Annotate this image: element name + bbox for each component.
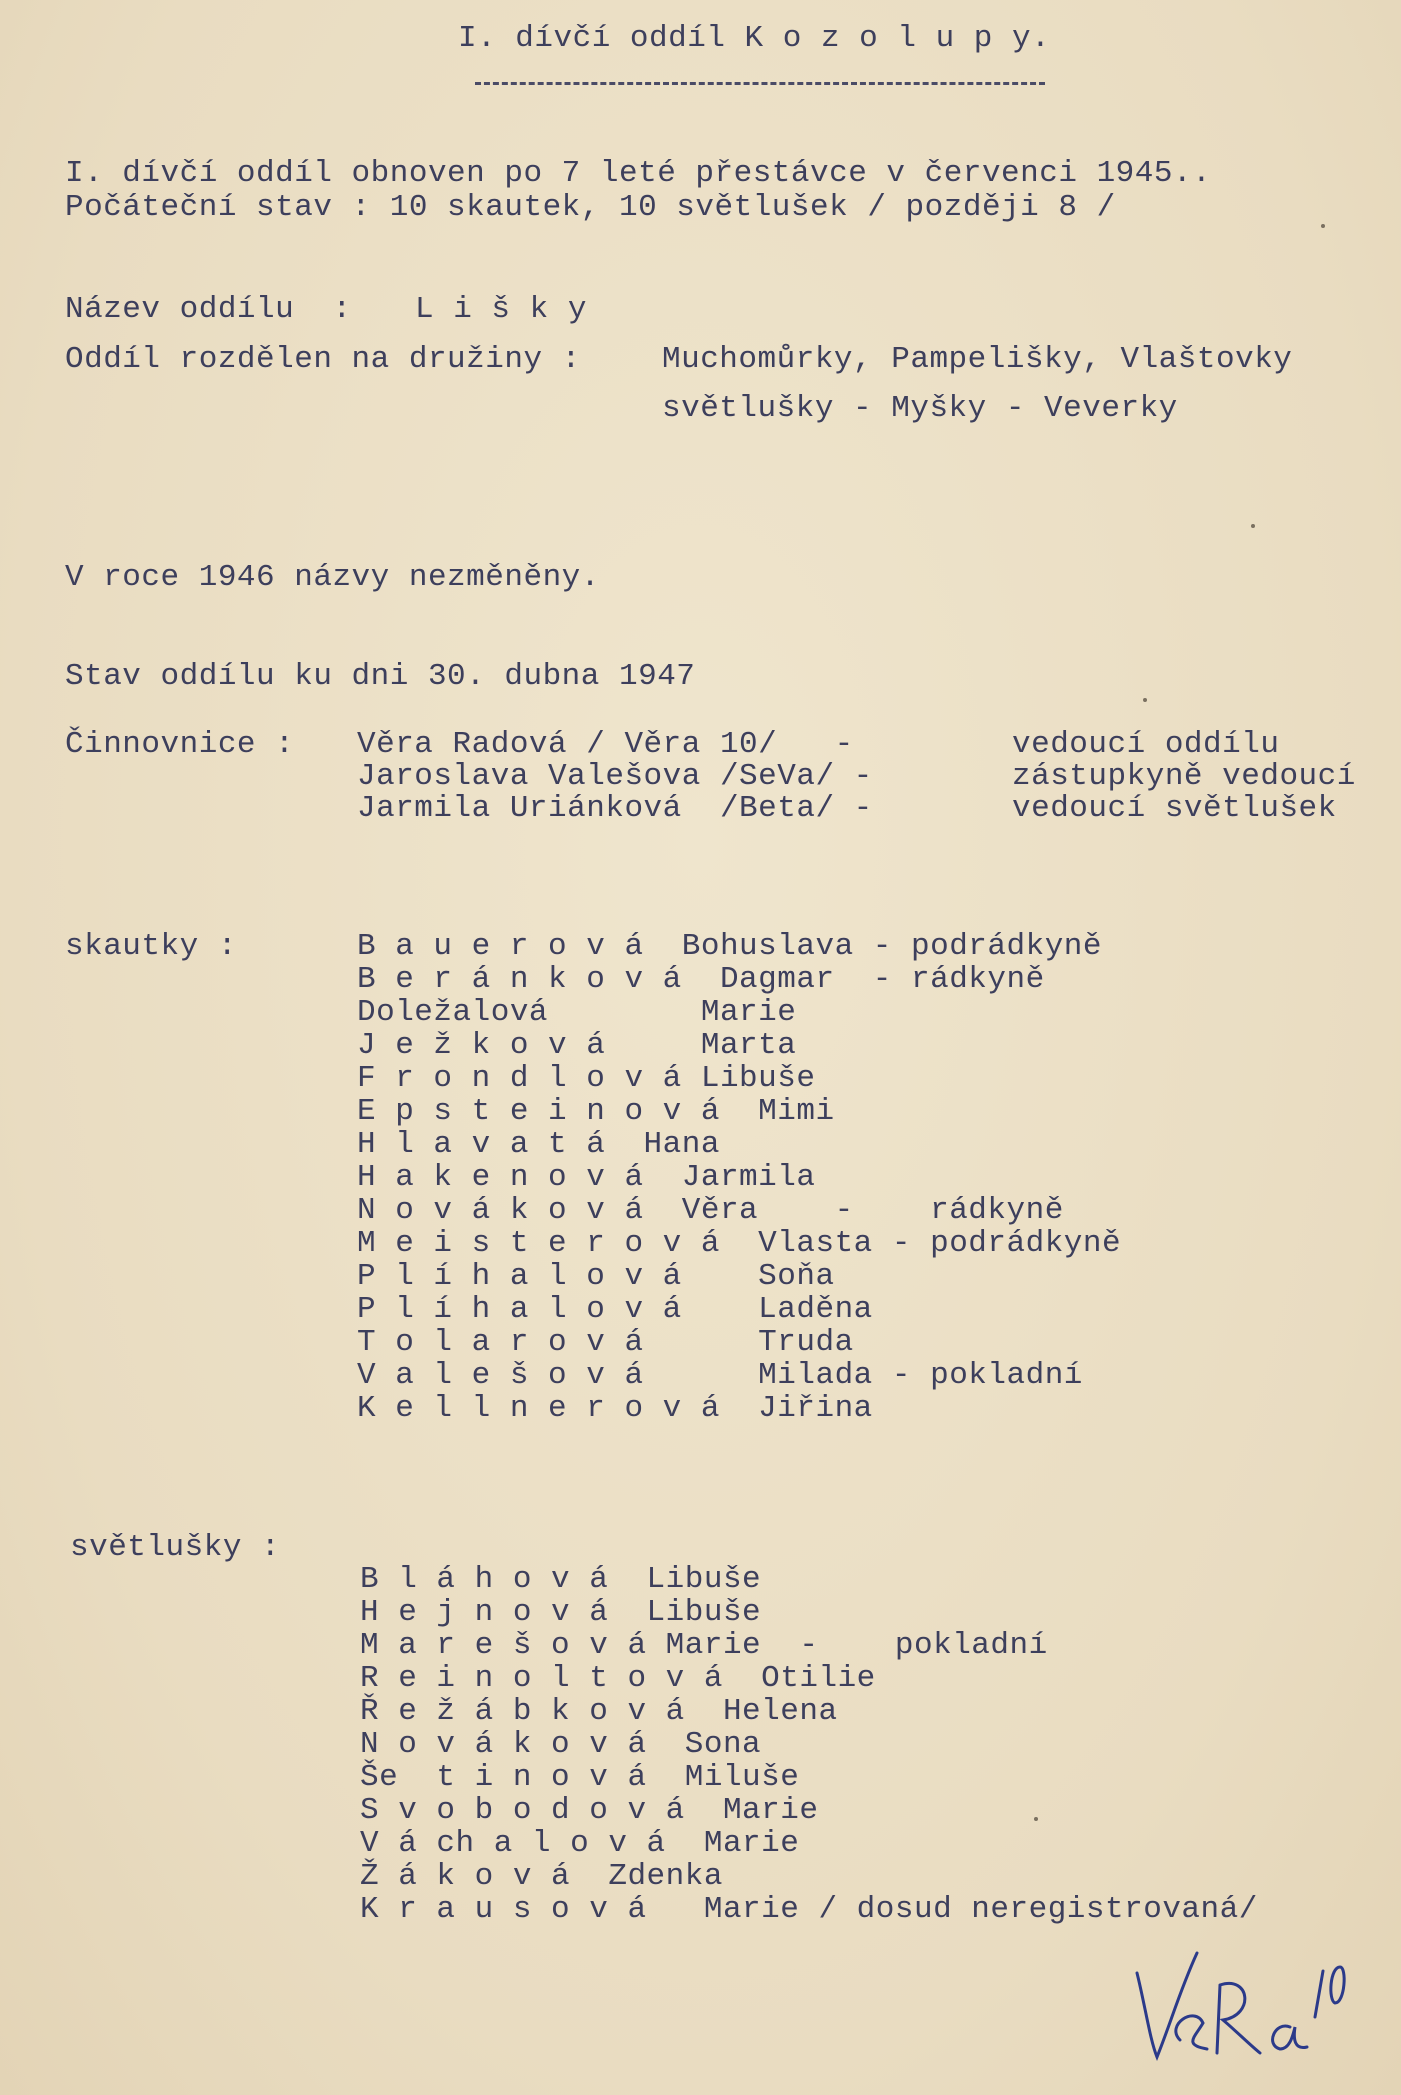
druziny-line-2: světlušky - Myšky - Veverky [662,391,1178,426]
skautka-row: B a u e r o v á Bohuslava - podrádkyně [357,929,1103,964]
skautka-row: T o l a r o v á Truda [357,1325,854,1360]
svetluska-row: K r a u s o v á Marie / dosud neregistrovaná/ [360,1892,1258,1927]
rok-1946-line: V roce 1946 názvy nezměněny. [65,560,600,595]
nazev-value: L i š k y [415,292,587,327]
skautka-row: Doležalová Marie [357,995,797,1030]
paper-speck [1034,1817,1038,1821]
cinnovnice-role: vedoucí světlušek [1012,791,1337,826]
paper-speck [1321,224,1325,228]
skautka-row: F r o n d l o v á Libuše [357,1061,816,1096]
svetluska-row: M a r e š o v á Marie - pokladní [360,1628,1048,1663]
cinnovnice-name: Jarmila Uriánková /Beta/ - [357,791,873,826]
svetluska-row: V á ch a l o v á Marie [360,1826,800,1861]
svetluska-row: S v o b o d o v á Marie [360,1793,819,1828]
skautka-row: V a l e š o v á Milada - pokladní [357,1358,1083,1393]
skautka-row: N o v á k o v á Věra - rádkyně [357,1193,1064,1228]
druziny-line-1: Muchomůrky, Pampelišky, Vlaštovky [662,342,1293,377]
nazev-label: Název oddílu : [65,292,352,327]
skautka-row: E p s t e i n o v á Mimi [357,1094,835,1129]
svetluska-row: Še t i n o v á Miluše [360,1760,800,1795]
skautka-row: K e l l n e r o v á Jiřina [357,1391,873,1426]
skautka-row: B e r á n k o v á Dagmar - rádkyně [357,962,1045,997]
cinnovnice-role: vedoucí oddílu [1012,727,1280,762]
druziny-label: Oddíl rozdělen na družiny : [65,342,581,377]
svetlusky-label: světlušky : [70,1530,281,1565]
cinnovnice-name: Věra Radová / Věra 10/ - [357,727,854,762]
cinnovnice-label: Činnovnice : [65,727,295,762]
svetluska-row: B l á h o v á Libuše [360,1562,762,1597]
svetluska-row: N o v á k o v á Sona [360,1727,762,1762]
stav-line: Stav oddílu ku dni 30. dubna 1947 [65,659,696,694]
svetluska-row: Ř e ž á b k o v á Helena [360,1694,838,1729]
skautky-label: skautky : [65,929,237,964]
intro-line-2: Počáteční stav : 10 skautek, 10 světlušek / později 8 / [65,190,1116,225]
document-title: I. dívčí oddíl K o z o l u p y. [458,21,1051,56]
cinnovnice-role: zástupkyně vedoucí [1012,759,1356,794]
svetluska-row: R e i n o l t o v á Otilie [360,1661,876,1696]
svetluska-row: H e j n o v á Libuše [360,1595,762,1630]
skautka-row: P l í h a l o v á Laděna [357,1292,873,1327]
skautka-row: M e i s t e r o v á Vlasta - podrádkyně [357,1226,1122,1261]
paper-speck [1143,698,1147,702]
skautka-row: H l a v a t á Hana [357,1127,720,1162]
handwritten-signature [1125,1945,1355,2065]
skautka-row: P l í h a l o v á Soňa [357,1259,835,1294]
intro-line-1: I. dívčí oddíl obnoven po 7 leté přestávce v červenci 1945.. [65,156,1212,191]
skautka-row: H a k e n o v á Jarmila [357,1160,816,1195]
title-underline [475,82,1045,85]
paper-speck [1251,524,1255,528]
svetluska-row: Ž á k o v á Zdenka [360,1859,723,1894]
cinnovnice-name: Jaroslava Valešova /SeVa/ - [357,759,873,794]
skautka-row: J e ž k o v á Marta [357,1028,797,1063]
